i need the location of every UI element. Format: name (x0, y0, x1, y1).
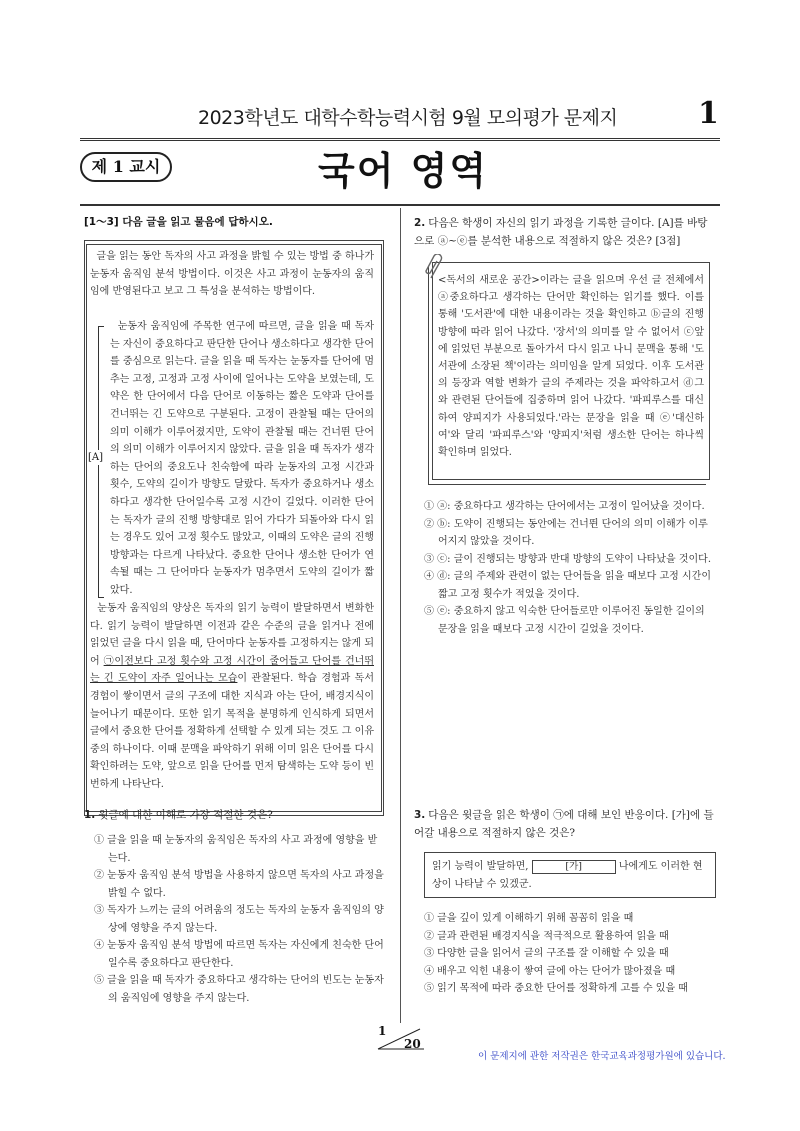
subject-title: 국어 영역 (318, 149, 489, 193)
q3-choice-2[interactable]: ② 글과 관련된 배경지식을 적극적으로 활용하여 읽을 때 (424, 930, 669, 942)
q1-choice-5[interactable]: ⑤ 글을 읽을 때 독자가 중요하다고 생각하는 단어의 빈도는 눈동자의 움직임에 영향을 주지 않는다. (94, 975, 384, 1004)
question-2-choices (424, 498, 716, 638)
question-3 (414, 806, 714, 842)
session-badge: 제 1 교시 (80, 152, 172, 182)
column-divider (400, 208, 401, 1023)
question-3-number: 3. (414, 809, 426, 821)
title-rule (80, 204, 720, 206)
q3-choice-4[interactable]: ④ 배우고 익힌 내용이 쌓여 글에 아는 단어가 많아졌을 때 (424, 965, 676, 977)
question-3-choices (424, 910, 716, 998)
q3-choice-5[interactable]: ⑤ 읽기 목적에 따라 중요한 단어를 정확하게 고를 수 있을 때 (424, 983, 688, 994)
bracket-a-label: [A] (88, 452, 104, 463)
q1-choice-2[interactable]: ② 눈동자 움직임 분석 방법을 사용하지 않으면 독자의 사고 과정을 밝힐 수 없다. (94, 870, 384, 899)
note-card-text: <독서의 새로운 공간>이라는 글을 읽으며 우선 글 전체에서 ⓐ중요하다고 생각하는 단어만 확인하는 읽기를 했다. 이를 통해 '도서관'에 대한 내용이라는 것을 확인하고 ⓑ글의 진행 방향에 따라 읽어 나갔다. '장서'의 의미를 알 수 없어서 ⓒ앞에 읽었던 부분으로 돌아가서 다시 읽고 나니 문맥을 통해 '도서관에 소장된 책'이라는 의미임을 알게 되었다. 이후 도서관의 등장과 역할 변화가 글의 주제라는 것을 파악하고서 ⓓ그와 관련된 단어들에 집중하며 읽어 나갔다. '파피루스를 대신하여 양피지가 사용되었다.'라는 문장을 읽을 때 ⓔ'대신하여'와 달리 '파피루스'와 '양피지'처럼 생소한 단어는 하나씩 확인하며 읽었다. (438, 275, 704, 459)
q2-choice-5[interactable]: ⑤ ⓔ: 중요하지 않고 익숙한 단어들로만 이루어진 동일한 길이의 문장을 읽을 때보다 고정 시간이 길었을 것이다. (424, 606, 705, 635)
q1-choice-4[interactable]: ④ 눈동자 움직임 분석 방법에 따르면 독자는 자신에게 친숙한 단어일수록 중요하다고 판단한다. (94, 940, 384, 969)
q3-box-post: 나에게도 이러한 현상이 나타날 수 있겠군. (432, 861, 703, 890)
passage-paragraph-1-text: 글을 읽는 동안 독자의 사고 과정을 밝힐 수 있는 방법 중 하나가 눈동자 움직임 분석 방법이다. 이것은 사고 과정이 눈동자의 움직임에 반영된다고 보고 그 특성을 분석하는 방법이다. (90, 251, 375, 298)
question-1-number: 1. (84, 809, 96, 821)
passage-instruction: [1～3] 다음 글을 읽고 물음에 답하시오. (84, 216, 273, 228)
q2-choice-3[interactable]: ③ ⓒ: 글이 진행되는 방향과 반대 방향의 도약이 나타났을 것이다. (424, 553, 711, 565)
passage-paragraph-3 (90, 600, 374, 794)
copyright-notice: 이 문제지에 관한 저작권은 한국교육과정평가원에 있습니다. (478, 1051, 726, 1062)
question-1-choices (94, 832, 384, 1007)
passage-paragraph-3-post: 이 관찰된다. 학습 경험과 독서 경험이 쌓이면서 글의 구조에 대한 지식과 아는 단어, 배경지식이 늘어나기 때문이다. 또한 읽기 목적을 분명하게 인식하게 되면서 글에서 중요한 단어를 정확하게 선택할 수 있게 되는 것도 그 이유 중의 하나이다. 이때 문맥을 파악하기 위해 이미 읽은 단어를 다시 확인하려는 도약, 앞으로 읽을 단어를 먼저 탐색하는 도약 등이 빈번하게 나타난다. (90, 673, 374, 790)
question-3-stem: 다음은 윗글을 읽은 학생이 ㉠에 대해 보인 반응이다. [가]에 들어갈 내용으로 적절하지 않은 것은? (414, 809, 714, 839)
q2-choice-4[interactable]: ④ ⓓ: 글의 주제와 관련이 없는 단어들을 읽을 때보다 고정 시간이 짧고 고정 횟수가 적었을 것이다. (424, 571, 711, 600)
question-2-stem: 다음은 학생이 자신의 읽기 과정을 기록한 글이다. [A]를 바탕으로 ⓐ~ⓔ를 분석한 내용으로 적절하지 않은 것은? [3점] (414, 217, 708, 247)
question-3-box-text (432, 858, 712, 894)
question-2 (414, 214, 714, 250)
q1-choice-1[interactable]: ① 글을 읽을 때 눈동자의 움직임은 독자의 사고 과정에 영향을 받는다. (94, 835, 378, 864)
exam-title: 2023학년도 대학수학능력시험 9월 모의평가 문제지 (198, 107, 618, 129)
passage-paragraph-2 (110, 318, 374, 600)
question-1 (84, 806, 384, 824)
q3-box-pre: 읽기 능력이 발달하면, (432, 861, 529, 872)
page-number: 1 (698, 96, 719, 131)
footer-page-total: 20 (404, 1037, 421, 1051)
passage-paragraph-1 (90, 248, 374, 301)
q3-choice-1[interactable]: ① 글을 깊이 있게 이해하기 위해 꼼꼼히 읽을 때 (424, 913, 634, 924)
question-1-stem: 윗글에 대한 이해로 가장 적절한 것은? (98, 809, 273, 821)
q2-choice-1[interactable]: ① ⓐ: 중요하다고 생각하는 단어에서는 고정이 일어났을 것이다. (424, 501, 705, 512)
q1-choice-3[interactable]: ③ 독자가 느끼는 글의 어려움의 정도는 독자의 눈동자 움직임의 양상에 영향을 주지 않는다. (94, 905, 384, 934)
passage-paragraph-2-text: 눈동자 움직임에 주목한 연구에 따르면, 글을 읽을 때 독자는 자신이 중요하다고 판단한 단어나 생소하다고 생각한 단어를 중심으로 읽는다. 글을 읽을 때 독자는 눈동자를 단어에 멈추는 고정, 고정과 고정 사이에 일어나는 도약을 보였는데, 도약은 한 단어에서 다음 단어로 이동하는 짧은 도약과 단어를 건너뛰는 긴 도약으로 구분된다. 고정이 관찰될 때는 단어의 의미 이해가 이루어졌지만, 도약이 관찰될 때는 건너뛴 단어의 의미 이해가 이루어지지 않았다. 글을 읽을 때 독자가 생각하는 단어의 중요도나 친숙함에 따라 눈동자의 고정 시간과 횟수, 도약의 길이가 방향도 달랐다. 독자가 중요하거나 생소하다고 생각한 단어일수록 고정 시간이 길었다. 이러한 단어는 독자가 글의 진행 방향대로 읽어 가다가 되돌아와 다시 읽는 경우도 있어 고정 횟수도 많았고, 이때의 도약은 글의 진행 방향과는 다르게 나타났다. 중요한 단어나 생소한 단어가 연속될 때는 그 단어마다 눈동자가 멈추면서 도약의 길이가 짧았다. (110, 321, 374, 596)
q3-choice-3[interactable]: ③ 다양한 글을 읽어서 글의 구조를 잘 이해할 수 있을 때 (424, 948, 669, 959)
underlined-phrase-a: ㉠이전보다 고정 횟수와 고정 시간이 줄어들고 단어를 건너뛰는 긴 도약이 자주 일어나는 모습 (90, 655, 374, 685)
q2-choice-2[interactable]: ② ⓑ: 도약이 진행되는 동안에는 건너뛴 단어의 의미 이해가 이루어지지 않았을 것이다. (424, 518, 708, 547)
question-2-number: 2. (414, 217, 426, 229)
footer-page-number: 1 (378, 1024, 387, 1038)
blank-ga: [가] (532, 860, 616, 874)
passage-paragraph-3-pre: 눈동자 움직임의 양상은 독자의 읽기 능력이 발달하면서 변화한다. 읽기 능력이 발달하면 이전과 같은 수준의 글을 읽거나 전에 읽었던 글을 다시 읽을 때, 단어마다 눈동자를 고정하지는 않게 되어 (90, 603, 374, 667)
